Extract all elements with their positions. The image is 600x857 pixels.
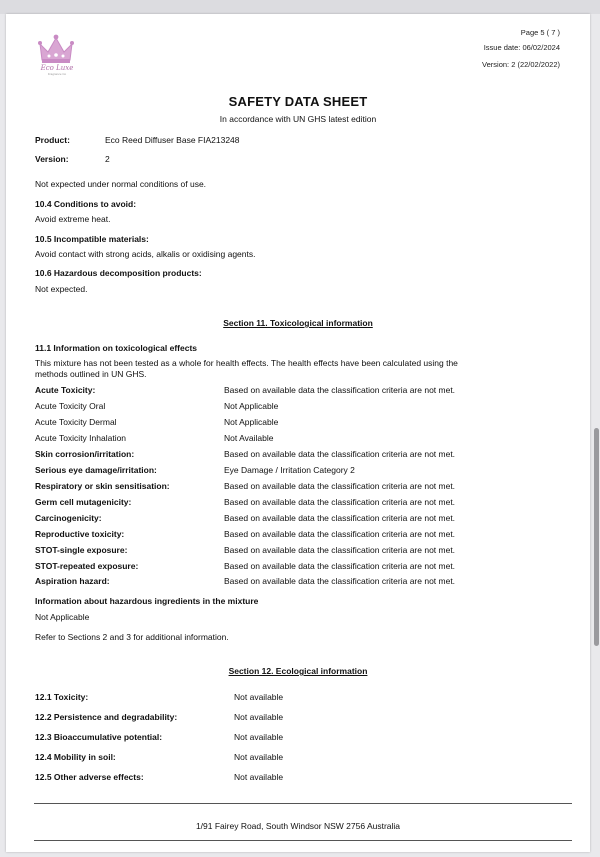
- eco-row-value: Not available: [234, 752, 284, 762]
- page-number: Page 5 ( 7 ): [520, 28, 560, 37]
- conditions-text: Avoid extreme heat.: [35, 214, 111, 224]
- eco-row-label: 12.1 Toxicity:: [35, 692, 89, 702]
- footer-rule-top: [34, 803, 572, 804]
- section11-intro-line1: This mixture has not been tested as a whole for health effects. The health effects have been calculated using the: [35, 358, 458, 368]
- incompatible-heading: 10.5 Incompatible materials:: [35, 234, 149, 244]
- tox-row-value: Based on available data the classification criteria are not met.: [224, 497, 456, 507]
- tox-row-value: Based on available data the classification criteria are not met.: [224, 576, 456, 586]
- decomposition-heading: 10.6 Hazardous decomposition products:: [35, 268, 202, 278]
- tox-row-value: Not Applicable: [224, 401, 279, 411]
- tox-row-value: Based on available data the classification criteria are not met.: [224, 545, 456, 555]
- eco-row-value: Not available: [234, 772, 284, 782]
- section11-intro-line2: methods outlined in UN GHS.: [35, 369, 147, 379]
- product-value: Eco Reed Diffuser Base FIA213248: [105, 135, 240, 145]
- ingredients-text: Not Applicable: [35, 612, 90, 622]
- tox-row-value: Based on available data the classification criteria are not met.: [224, 513, 456, 523]
- tox-row-label: Germ cell mutagenicity:: [35, 497, 132, 507]
- tox-row-value: Based on available data the classification criteria are not met.: [224, 449, 456, 459]
- section10-intro: Not expected under normal conditions of use.: [35, 179, 207, 189]
- tox-row-label: Acute Toxicity Dermal: [35, 417, 117, 427]
- scrollbar-thumb[interactable]: [594, 428, 599, 646]
- tox-row-value: Eye Damage / Irritation Category 2: [224, 465, 355, 475]
- issue-date: Issue date: 06/02/2024: [483, 43, 560, 52]
- section11-heading: Section 11. Toxicological information: [223, 318, 373, 328]
- tox-row-label: Acute Toxicity Inhalation: [35, 433, 127, 443]
- eco-row-label: 12.3 Bioaccumulative potential:: [35, 732, 163, 742]
- viewer-top-bar: [0, 0, 600, 14]
- conditions-heading: 10.4 Conditions to avoid:: [35, 199, 137, 209]
- version-value: 2: [105, 154, 110, 164]
- tox-row-value: Based on available data the classification criteria are not met.: [224, 561, 456, 571]
- version-label: Version:: [35, 154, 69, 164]
- tox-row-label: Serious eye damage/irritation:: [35, 465, 157, 475]
- tox-row-value: Based on available data the classification criteria are not met.: [224, 529, 456, 539]
- section11-subheading: 11.1 Information on toxicological effects: [35, 343, 198, 353]
- eco-row-label: 12.4 Mobility in soil:: [35, 752, 116, 762]
- tox-row-value: Not Available: [224, 433, 274, 443]
- tox-row-label: Acute Toxicity:: [35, 385, 96, 395]
- version-date: Version: 2 (22/02/2022): [482, 60, 560, 69]
- eco-row-label: 12.5 Other adverse effects:: [35, 772, 144, 782]
- tox-row-label: Carcinogenicity:: [35, 513, 102, 523]
- section12-heading: Section 12. Ecological information: [228, 666, 368, 676]
- tox-row-label: STOT-repeated exposure:: [35, 561, 139, 571]
- eco-row-value: Not available: [234, 712, 284, 722]
- tox-row-label: Acute Toxicity Oral: [35, 401, 106, 411]
- logo-wordmark: Eco Luxe: [40, 64, 74, 72]
- refer-text: Refer to Sections 2 and 3 for additional information.: [35, 632, 229, 642]
- document-subtitle: In accordance with UN GHS latest edition: [219, 114, 377, 124]
- decomposition-text: Not expected.: [35, 284, 88, 294]
- eco-row-value: Not available: [234, 732, 284, 742]
- product-label: Product:: [35, 135, 70, 145]
- tox-row-value: Not Applicable: [224, 417, 279, 427]
- tox-row-label: Respiratory or skin sensitisation:: [35, 481, 170, 491]
- footer-rule-bottom: [34, 840, 572, 841]
- eco-row-label: 12.2 Persistence and degradability:: [35, 712, 178, 722]
- incompatible-text: Avoid contact with strong acids, alkalis or oxidising agents.: [35, 249, 256, 259]
- ingredients-heading: Information about hazardous ingredients in the mixture: [35, 596, 259, 606]
- tox-row-label: Aspiration hazard:: [35, 576, 110, 586]
- tox-row-label: Skin corrosion/irritation:: [35, 449, 135, 459]
- document-title: SAFETY DATA SHEET: [228, 94, 368, 109]
- tox-row-value: Based on available data the classification criteria are not met.: [224, 385, 456, 395]
- tox-row-label: Reproductive toxicity:: [35, 529, 125, 539]
- footer-address: 1/91 Fairey Road, South Windsor NSW 2756 Australia: [195, 821, 401, 831]
- logo-subtext: Fragrance Co: [47, 72, 67, 76]
- tox-row-label: STOT-single exposure:: [35, 545, 128, 555]
- tox-row-value: Based on available data the classification criteria are not met.: [224, 481, 456, 491]
- eco-row-value: Not available: [234, 692, 284, 702]
- document-page: [6, 14, 590, 852]
